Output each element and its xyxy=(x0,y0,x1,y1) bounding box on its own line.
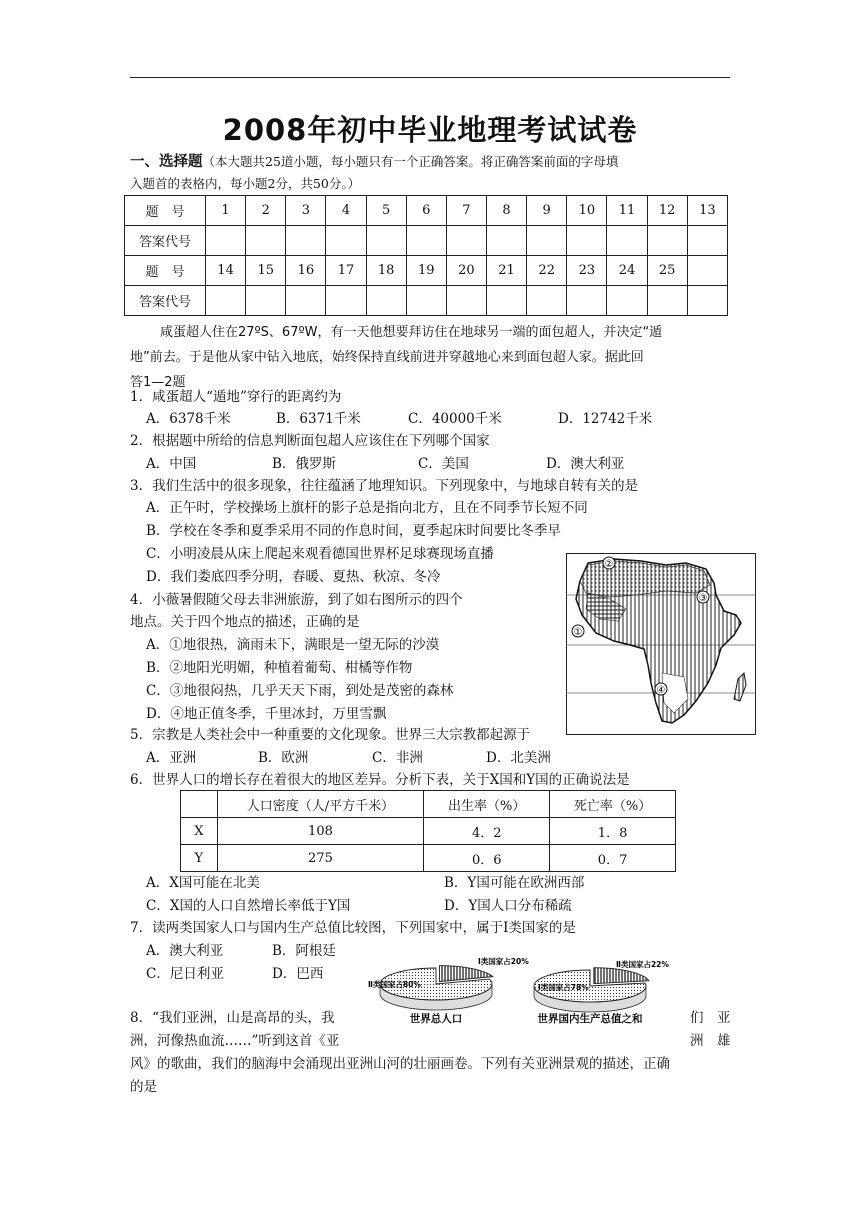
question-7: 7．读两类国家人口与国内生产总值比较图，下列国家中，属于Ⅰ类国家的是 xyxy=(130,920,576,936)
number-cell: 1 xyxy=(206,196,246,226)
section-title: 一、选择题 xyxy=(130,154,203,170)
answer-cell[interactable] xyxy=(486,226,526,256)
story-line-1: 咸蛋超人住在27ºS、67ºW，有一天他想要拜访住在地球另一端的面包超人，并决定“遁 xyxy=(160,325,663,340)
number-cell: 20 xyxy=(446,256,486,286)
pie1-label-a: Ⅰ类国家占20% xyxy=(478,957,529,966)
label-cell: 答案代号 xyxy=(125,226,206,256)
pop-header-cell: 死亡率（%） xyxy=(550,791,676,818)
question-8: 8．“我们亚洲，山是高昂的头，我 xyxy=(130,1010,335,1026)
q1-option-d: D．12742千米 xyxy=(558,411,653,427)
number-cell: 13 xyxy=(687,196,727,226)
q6-option-c: C．X国的人口自然增长率低于Y国 xyxy=(146,898,351,914)
answer-cell[interactable] xyxy=(246,286,286,316)
answer-cell[interactable] xyxy=(446,286,486,316)
number-cell: 25 xyxy=(647,256,687,286)
answer-table xyxy=(124,195,728,316)
question-8-line-2: 洲，河像热血流……”听到这首《亚 xyxy=(130,1033,340,1049)
q4-option-d: D．④地正值冬季，千里冰封，万里雪飘 xyxy=(146,706,387,722)
pie1-caption: 世界总人口 xyxy=(409,1013,463,1025)
q1-option-a: A．6378千米 xyxy=(146,411,231,427)
map-marker-1: ① xyxy=(573,627,583,638)
q4-option-a: A．①地很热，滴雨未下，满眼是一望无际的沙漠 xyxy=(146,637,440,653)
pop-cell: 0．6 xyxy=(424,845,550,872)
q3-option-d: D．我们娄底四季分明，春暖、夏热、秋凉、冬冷 xyxy=(146,569,441,585)
number-cell: 19 xyxy=(406,256,446,286)
answer-cell[interactable] xyxy=(527,286,567,316)
answer-row-numbers-1 xyxy=(125,196,728,226)
q3-option-c: C．小明凌晨从床上爬起来观看德国世界杯足球赛现场直播 xyxy=(146,546,494,562)
section-note-cont: 入题首的表格内，每小题2分，共50分。） xyxy=(130,176,361,191)
pop-row-y xyxy=(181,845,676,872)
q2-option-c: C．美国 xyxy=(418,456,469,472)
answer-cell[interactable] xyxy=(366,286,406,316)
answer-cell[interactable] xyxy=(406,286,446,316)
number-cell: 4 xyxy=(326,196,366,226)
q2-option-d: D．澳大利亚 xyxy=(546,456,625,472)
q6-option-a: A．X国可能在北美 xyxy=(146,875,260,891)
answer-row-blank-1 xyxy=(125,226,728,256)
question-4: 4．小薇暑假随父母去非洲旅游，到了如右图所示的四个 xyxy=(130,592,463,608)
number-cell: 12 xyxy=(647,196,687,226)
pie2-caption: 世界国内生产总值之和 xyxy=(537,1013,643,1025)
q7-option-b: B．阿根廷 xyxy=(272,943,336,959)
pop-cell: Y xyxy=(181,845,218,872)
number-cell: 2 xyxy=(246,196,286,226)
section-note: （本大题共25道小题，每小题只有一个正确答案。将正确答案前面的字母填 xyxy=(202,154,619,169)
pie2-slice-class2 xyxy=(594,968,649,984)
map-marker-2: ② xyxy=(604,559,614,570)
answer-cell[interactable] xyxy=(366,226,406,256)
map-marker-3: ③ xyxy=(698,593,708,604)
pop-header-cell: 人口密度（人/平方千米） xyxy=(217,791,424,818)
pop-cell: 0．7 xyxy=(550,845,676,872)
answer-cell[interactable] xyxy=(286,226,326,256)
q7-option-d: D．巴西 xyxy=(272,966,324,982)
number-cell xyxy=(687,256,727,286)
answer-cell[interactable] xyxy=(406,226,446,256)
number-cell: 7 xyxy=(446,196,486,226)
story-line-3: 答1—2题 xyxy=(130,375,186,390)
top-rule xyxy=(130,77,730,78)
question-5: 5．宗教是人类社会中一种重要的文化现象。世界三大宗教都起源于 xyxy=(130,727,531,743)
answer-cell[interactable] xyxy=(567,286,607,316)
pop-header-cell: 出生率（%） xyxy=(424,791,550,818)
number-cell: 3 xyxy=(286,196,326,226)
q2-option-b: B．俄罗斯 xyxy=(272,456,336,472)
answer-cell[interactable] xyxy=(647,286,687,316)
q1-option-b: B．6371千米 xyxy=(276,411,361,427)
question-2: 2．根据题中所给的信息判断面包超人应该住在下列哪个国家 xyxy=(130,433,490,449)
population-table xyxy=(180,790,676,872)
question-1: 1．咸蛋超人“遁地”穿行的距离约为 xyxy=(130,389,342,405)
answer-cell[interactable] xyxy=(647,226,687,256)
label-cell: 答案代号 xyxy=(125,286,206,316)
q6-option-d: D．Y国人口分布稀疏 xyxy=(444,898,572,914)
q1-option-c: C．40000千米 xyxy=(408,411,502,427)
pop-cell: X xyxy=(181,818,218,845)
story-line-2: 地”前去。于是他从家中钻入地底，始终保持直线前进并穿越地心来到面包超人家。据此回 xyxy=(130,350,644,365)
q2-option-a: A．中国 xyxy=(146,456,197,472)
number-cell: 10 xyxy=(567,196,607,226)
q4-option-c: C．③地很闷热，几乎天天下雨，到处是茂密的森林 xyxy=(146,683,454,699)
number-cell: 5 xyxy=(366,196,406,226)
pie2-label-a: Ⅱ类国家占22% xyxy=(616,960,669,969)
section-heading xyxy=(130,152,618,172)
answer-cell[interactable] xyxy=(607,286,647,316)
pop-cell: 275 xyxy=(217,845,424,872)
answer-cell[interactable] xyxy=(687,286,727,316)
q3-option-a: A．正午时，学校操场上旗杆的影子总是指向北方，且在不同季节长短不同 xyxy=(146,500,588,516)
answer-cell[interactable] xyxy=(446,226,486,256)
number-cell: 15 xyxy=(246,256,286,286)
pop-cell: 4．2 xyxy=(424,818,550,845)
pop-cell: 108 xyxy=(217,818,424,845)
pop-header-cell xyxy=(181,791,218,818)
pie1-label-b: Ⅱ类国家占80% xyxy=(368,980,421,989)
q6-option-b: B．Y国可能在欧洲西部 xyxy=(444,875,585,891)
answer-row-numbers-2 xyxy=(125,256,728,286)
answer-cell[interactable] xyxy=(607,226,647,256)
number-cell: 11 xyxy=(607,196,647,226)
pop-header-row xyxy=(181,791,676,818)
number-cell: 24 xyxy=(607,256,647,286)
label-cell: 题 号 xyxy=(125,256,206,286)
answer-cell[interactable] xyxy=(326,226,366,256)
question-4-cont: 地点。关于四个地点的描述，正确的是 xyxy=(130,614,360,630)
question-8-end-1: 们 亚 xyxy=(690,1010,731,1026)
answer-cell[interactable] xyxy=(206,226,246,256)
answer-cell[interactable] xyxy=(286,286,326,316)
q5-option-d: D．北美洲 xyxy=(486,750,551,766)
africa-map xyxy=(566,553,756,735)
page-title: 2008年初中毕业地理考试试卷 xyxy=(222,113,638,147)
question-8-line-3: 风》的歌曲，我们的脑海中会涌现出亚洲山河的壮丽画卷。下列有关亚洲景观的描述，正确 xyxy=(130,1056,670,1072)
number-cell: 14 xyxy=(206,256,246,286)
q5-option-c: C．非洲 xyxy=(372,750,423,766)
number-cell: 23 xyxy=(567,256,607,286)
question-6: 6．世界人口的增长存在着很大的地区差异。分析下表，关于X国和Y国的正确说法是 xyxy=(130,772,630,788)
q7-option-c: C．尼日利亚 xyxy=(146,966,224,982)
q7-option-a: A．澳大利亚 xyxy=(146,943,224,959)
number-cell: 21 xyxy=(486,256,526,286)
answer-cell[interactable] xyxy=(246,226,286,256)
q5-option-b: B．欧洲 xyxy=(258,750,309,766)
answer-cell[interactable] xyxy=(206,286,246,316)
answer-row-blank-2 xyxy=(125,286,728,316)
map-marker-4: ④ xyxy=(656,685,666,696)
question-8-line-4: 的是 xyxy=(130,1079,157,1095)
answer-cell[interactable] xyxy=(687,226,727,256)
label-cell: 题 号 xyxy=(125,196,206,226)
number-cell: 16 xyxy=(286,256,326,286)
q5-option-a: A．亚洲 xyxy=(146,750,197,766)
question-8-end-2: 洲 雄 xyxy=(690,1033,731,1049)
number-cell: 17 xyxy=(326,256,366,286)
answer-cell[interactable] xyxy=(527,226,567,256)
question-3: 3．我们生活中的很多现象，往往蕴涵了地理知识。下列现象中，与地球自转有关的是 xyxy=(130,478,639,494)
pie-charts xyxy=(366,956,676,1032)
q3-option-b: B．学校在冬季和夏季采用不同的作息时间，夏季起床时间要比冬季早 xyxy=(146,523,561,539)
q4-option-b: B．②地阳光明媚，种植着葡萄、柑橘等作物 xyxy=(146,660,413,676)
pie2-label-b: Ⅰ类国家占78% xyxy=(538,983,589,992)
pop-cell: 1．8 xyxy=(550,818,676,845)
pop-row-x xyxy=(181,818,676,845)
number-cell: 22 xyxy=(527,256,567,286)
number-cell: 8 xyxy=(486,196,526,226)
number-cell: 9 xyxy=(527,196,567,226)
answer-cell[interactable] xyxy=(486,286,526,316)
number-cell: 6 xyxy=(406,196,446,226)
answer-cell[interactable] xyxy=(567,226,607,256)
number-cell: 18 xyxy=(366,256,406,286)
answer-cell[interactable] xyxy=(326,286,366,316)
